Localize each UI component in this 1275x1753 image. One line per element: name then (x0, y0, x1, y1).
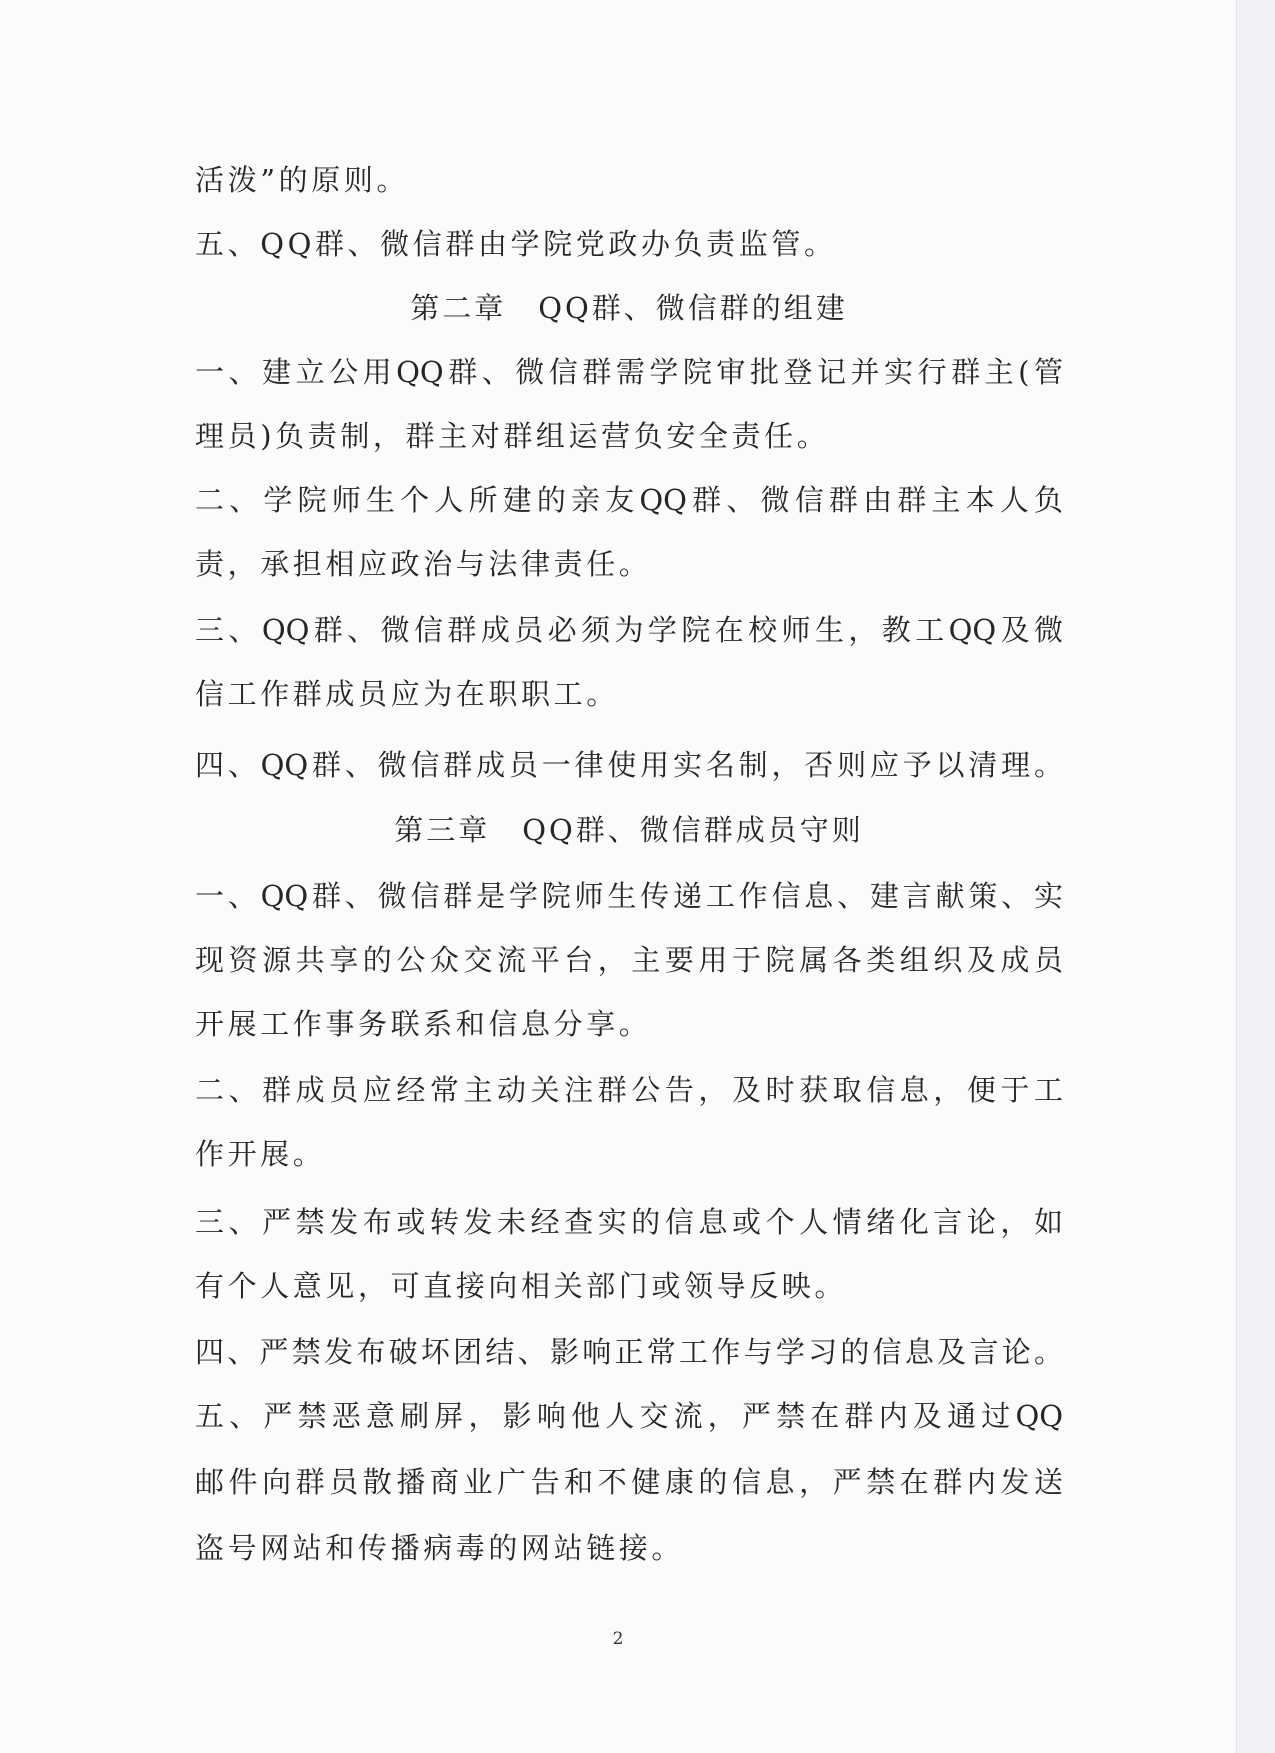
paragraph-line: 有个人意见，可直接向相关部门或领导反映。 (195, 1269, 848, 1303)
scan-edge (1236, 0, 1275, 1753)
paragraph-line: 活泼”的原则。 (195, 163, 410, 197)
paragraph-line: 责，承担相应政治与法律责任。 (195, 547, 652, 581)
paragraph-line: 一、QQ群、微信群是学院师生传递工作信息、建言献策、实 (195, 879, 1063, 913)
paragraph-line: 二、学院师生个人所建的亲友QQ群、微信群由群主本人负 (195, 483, 1063, 517)
chapter-heading: 第二章 QQ群、微信群的组建 (410, 291, 848, 325)
paragraph-line: 开展工作事务联系和信息分享。 (195, 1007, 652, 1041)
paragraph-line: 五、QQ群、微信群由学院党政办负责监管。 (195, 227, 837, 261)
paragraph-line: 三、QQ群、微信群成员必须为学院在校师生，教工QQ及微 (195, 613, 1063, 647)
paragraph-line: 一、建立公用QQ群、微信群需学院审批登记并实行群主(管 (195, 355, 1063, 389)
paragraph-line: 理员)负责制，群主对群组运营负安全责任。 (195, 419, 830, 453)
paragraph-line: 二、群成员应经常主动关注群公告，及时获取信息，便于工 (195, 1073, 1063, 1107)
paragraph-line: 作开展。 (195, 1137, 326, 1171)
paragraph-line: 邮件向群员散播商业广告和不健康的信息，严禁在群内发送 (195, 1465, 1063, 1499)
paragraph-line: 四、严禁发布破坏团结、影响正常工作与学习的信息及言论。 (195, 1335, 1063, 1369)
paragraph-line: 盗号网站和传播病毒的网站链接。 (195, 1531, 685, 1565)
chapter-heading: 第三章 QQ群、微信群成员守则 (394, 813, 864, 847)
paragraph-line: 三、严禁发布或转发未经查实的信息或个人情绪化言论，如 (195, 1205, 1063, 1239)
paragraph-line: 信工作群成员应为在职职工。 (195, 677, 619, 711)
page-number: 2 (612, 1629, 624, 1649)
paragraph-line: 五、严禁恶意刷屏，影响他人交流，严禁在群内及通过QQ (195, 1399, 1063, 1433)
paragraph-line: 四、QQ群、微信群成员一律使用实名制，否则应予以清理。 (195, 748, 1063, 782)
paragraph-line: 现资源共享的公众交流平台，主要用于院属各类组织及成员 (195, 943, 1063, 977)
